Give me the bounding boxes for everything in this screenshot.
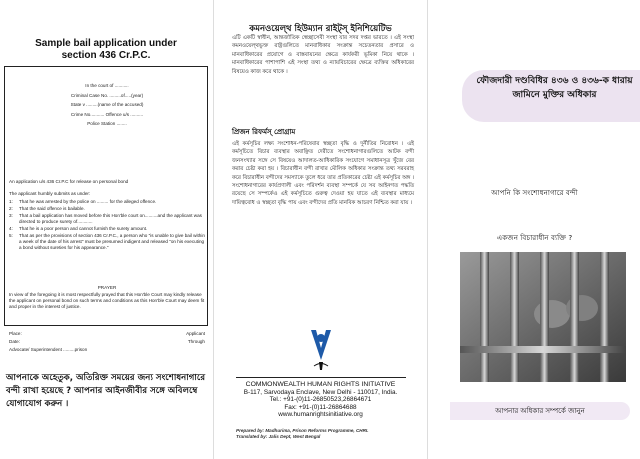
list-text: That he is a poor person and cannot furnish the surety amount. [19,226,148,231]
list-number: 1: [9,199,13,204]
prison-reforms-description: এই কর্মসূচির লক্ষ্য সংশোধন-পরিষেবার স্বচ্ছতা বৃদ্ধি ও দুর্নীতির নিরোধন । এই কর্মসূচিতে বিচার ব্যবস্থার অবাঞ্ছিত দেরীতে সংশোধনাগারগুলিতে আটক বন্দী জনসংখ্যার সঙ্গে সে বিষয়েও আদালত-আধিকারিক সংযোগে সমাধানসূত্র খুঁজে বের করার চেষ্টা করা হয় । বিচারাধীন বন্দী রাখার মৌলিক অধিকার সংক্রান্ত তথ্য সরবরাহ করে বিচারাধীন বন্দীদের সমস্যাকে তুলে ধরে তার প্রতিকারের চেষ্টা এই কর্মসূচির অঙ্গ । সংশোধনাগারের কার্যপ্রণালী এবং পরিদর্শন ব্যবস্থা সম্পর্কে যে সব আইনগত পদ্ধতি রয়েছে সে সম্পর্কেও এই কর্মসূচিতে গুরুত্ব দেওয়া হয় যাতে এই ব্যবস্থার মাধ্যমে দায়িত্ববোধ ও স্বচ্ছতা বৃদ্ধি পায় এবং বন্দীদের প্রতি মানবিক আচরণ নিশ্চিত করা যায় । [232,141,414,206]
question-line-2: একজন বিচারাধীন ব্যক্তি ? [496,233,573,242]
form-line-crime: Crime No........... Offence u/s .......... [70,111,144,117]
list-number: 2: [9,206,13,211]
about-chri-column [213,0,426,459]
prepared-by: Prepared by: Madhurima, Prison Reforms Programme, CHRI. [236,428,369,433]
list-item [9,226,205,232]
list-text: That he was arrested by the police on ......... for the alleged offence. [19,199,157,204]
organization-name: COMMONWEALTH HUMAN RIGHTS INITIATIVE [245,381,396,388]
prison-reforms-heading: প্রিজন রিফর্মস্ প্রোগ্রাম [232,128,296,136]
cover-column [427,0,640,459]
chri-description: এটি একটি স্বাধীন, আন্তর্জাতিক স্বেচ্ছাসেবী সংস্থা যার সদর দপ্তর ভারতে । এই সংস্থা কমনওয়েল্থভুক্ত রাষ্ট্রগুলিতে মানবাধিকার সংক্রান্ত সচেতনতার প্রসারে ও মানবাধিকারের প্রয়োগে ও বাস্তবায়নের ক্ষেত্রে কার্যকরী ভূমিকা নিয়ে থাকে । মানবাধিকারের পাশাপাশি এই সংস্থা তথ্য ও ন্যায়বিচারের ক্ষেত্রে ব্যক্তির অধিকারের বিষয়েও কাজ করে থাকে । [232,35,414,75]
application-subject: An application u/s 436 Cr.P.C for release on personal bond [9,179,129,184]
list-item [9,213,205,225]
chri-logo-icon [306,326,336,372]
divider [236,377,406,378]
list-number: 3: [9,213,13,218]
question-line-1: আপনি কি সংশোধনাগারে বন্দী [491,188,578,197]
date-label: Date: [9,339,20,344]
rights-banner-title: ফৌজদারী দণ্ডবিধির ৪৩৬ ও ৪৩৬-ক ধারায় জামিনে মুক্তির অধিকার [476,76,633,100]
date-row [9,339,205,345]
organization-fax: Fax: +91-(0)11-26864688 [284,403,357,411]
place-label: Place: [9,331,22,336]
translated-by: Translated by: Jalis Dept, West Bengal [236,434,321,439]
list-text: That a bail application has moved before this Hon'ble court on..........and the applicant was directed to produce surety of............ [19,213,202,224]
bail-application-title [14,38,198,62]
form-line-police: Police Station ........ [87,121,127,126]
list-text: That as per the provisions of section 436 Cr.P.C., a person who "is unable to give bail within a week of the date of his arrest" must be presumed indigent and released "on his executing a bond without sureties for his appearance." [19,233,205,250]
prison-bars-illustration [460,252,626,382]
advocate-row [9,347,205,353]
title-line-1: Sample bail application under [35,38,177,49]
list-item [9,233,205,251]
list-item [9,199,205,205]
form-line-state: State v .........(name of the accused) [70,102,144,107]
organization-tel: Tel.: +91-(0)11-26850523,26864671 [269,396,372,403]
detention-warning: আপনাকে অহেতুক, অতিরিক্ত সময়ের জন্য সংশোধনাগারে বন্দী রাখা হয়েছে ? আপনার আইনজীবীর সঙ্গে অবিলম্বে যোগাযোগ করুন । [6,373,206,409]
title-line-2: section 436 Cr.P.C. [61,50,151,61]
application-intro: The applicant humbly submits as under: [9,191,91,196]
form-line-court: In the court of ........... [85,83,129,88]
know-your-rights-banner: আপনার অধিকার সম্পর্কে জানুন [450,402,630,420]
place-row [9,331,205,337]
organization-website: www.humanrightsinitiative.org [278,411,363,418]
prayer-heading: PRAYER [97,285,117,290]
advocate-label: Advocate/ Superintendent .........prison [9,347,88,352]
list-number: 5: [9,233,13,238]
form-line-case: Criminal Case No. .........of.....(year) [70,92,144,98]
bail-application-column [0,0,212,459]
submission-list [9,199,205,252]
list-number: 4: [9,226,13,231]
organization-contact [214,381,426,419]
form-header-lines [5,81,209,129]
prayer-text: In view of the foregoing it is most respectfully prayed that this Hon'ble Court may kindly release the applicant on personal bond on such terms and conditions as this Hon'ble Court may deem fit and proper in the interest of justice. [9,292,205,309]
application-form-box [4,66,208,352]
organization-address: B-117, Sarvodaya Enclave, New Delhi - 110017, India. [243,388,398,396]
credits [236,428,422,440]
list-item [9,206,205,212]
prison-bars-photo [460,252,626,382]
applicant-label: Applicant [186,331,205,336]
list-text: That the said offence is bailable. [19,206,85,211]
rights-banner [462,70,640,122]
chri-heading: কমনওয়েল্থ হিউম্যান রাইট্স্ ইনিশিয়েটিভ [249,24,392,34]
through-label: Through [187,339,205,344]
